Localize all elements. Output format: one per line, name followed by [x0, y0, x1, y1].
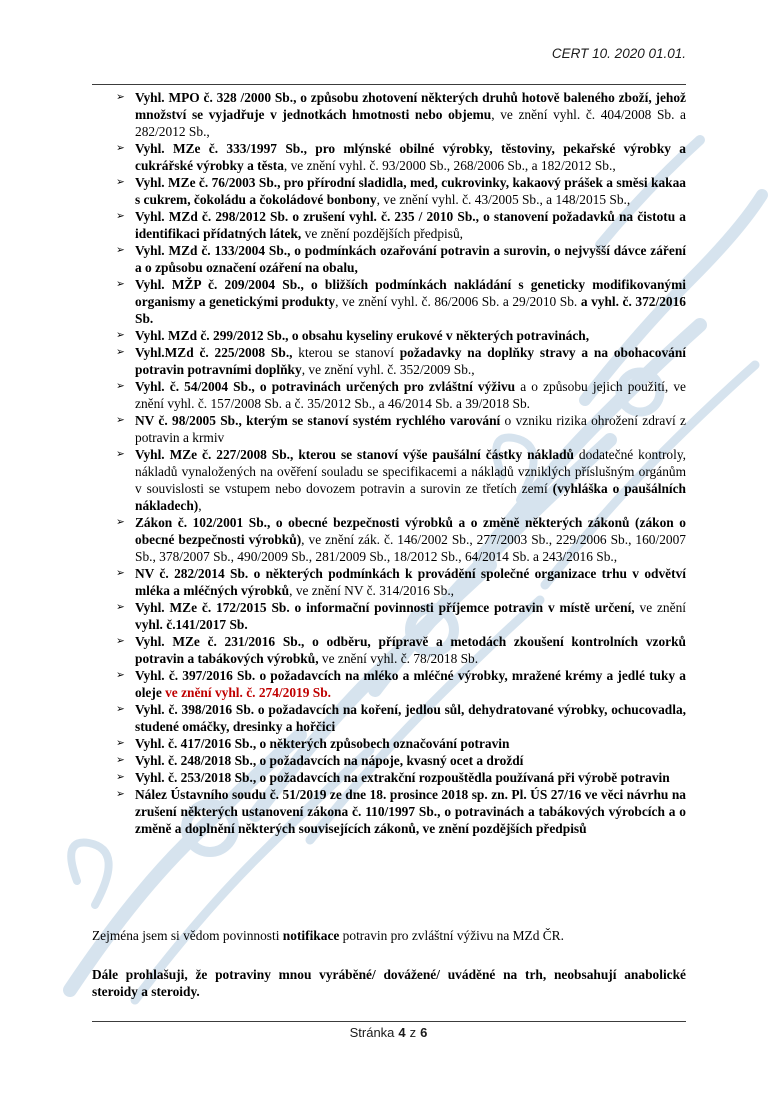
list-item-text	[135, 378, 686, 412]
footer-total-pages: 6	[420, 1025, 428, 1040]
text-segment: Vyhl. č. 253/2018 Sb., o požadavcích na extrakční rozpouštědla používaná při výrobě potravin	[135, 770, 670, 785]
footer-page-label: Stránka	[349, 1025, 395, 1040]
list-item-text	[135, 514, 686, 565]
list-item-text	[135, 599, 686, 633]
text-segment: , ve znění NV č. 314/2016 Sb.,	[289, 583, 455, 598]
text-segment: kterou se stanoví	[292, 345, 400, 360]
header-rule	[92, 84, 686, 85]
bullet-arrow-icon: ➢	[116, 737, 125, 749]
bullet-arrow-icon: ➢	[116, 414, 125, 426]
text-segment: ve znění vyhl. č. 78/2018 Sb.	[318, 651, 479, 666]
text-segment: Vyhl. č. 398/2016 Sb. o požadavcích na koření, jedlou sůl, dehydratované výrobky, ochucovadla, studené omáčky, dresinky a hořčici	[135, 702, 686, 734]
text-segment: Vyhl. č. 417/2016 Sb., o některých způsobech označování potravin	[135, 736, 510, 751]
list-item	[92, 208, 686, 242]
list-item	[92, 735, 686, 752]
list-item	[92, 140, 686, 174]
bullet-arrow-icon: ➢	[116, 380, 125, 392]
list-item-text	[135, 667, 686, 701]
text-segment: ve znění	[634, 600, 686, 615]
list-item-text	[135, 208, 686, 242]
bullet-arrow-icon: ➢	[116, 601, 125, 613]
text-segment: vyhl. č.141/2017 Sb.	[135, 617, 248, 632]
list-item-text	[135, 89, 686, 140]
list-item-text	[135, 412, 686, 446]
footer-of-word: z	[409, 1025, 417, 1040]
list-item	[92, 276, 686, 327]
text-segment: Vyhl. MPO č. 328 /2000 Sb., o způsobu zhotovení některých druhů hotově baleného zboží, jehož množství se vyjadřuje v jednotkách hmotnosti nebo objemu	[135, 90, 686, 122]
list-item	[92, 633, 686, 667]
list-item	[92, 174, 686, 208]
text-segment: ,	[198, 498, 202, 513]
list-item-text	[135, 565, 686, 599]
list-item	[92, 446, 686, 514]
text-segment: Nález Ústavního soudu č. 51/2019 ze dne 18. prosince 2018 sp. zn. Pl. ÚS 27/16 ve věci návrhu na zrušení některých ustanovení zákona č. 110/1997 Sb., o potravinách a tabákových výrobcích a o změně a doplnění některých souvisejících zákonů, ve znění pozdějších předpisů	[135, 787, 686, 836]
list-item-text	[135, 786, 686, 837]
text-segment: Zákon č. 102/2001 Sb., o obecné bezpečnosti výrobků a o změně některých zákonů (zákon o obecné bezpečnosti výrobků)	[135, 515, 686, 547]
regulation-list	[92, 89, 686, 837]
list-item	[92, 786, 686, 837]
text-segment: Vyhl. MZe č. 231/2016 Sb., o odběru, přípravě a metodách zkoušení kontrolních vzorků potravin a tabákových výrobků,	[135, 634, 686, 666]
bullet-arrow-icon: ➢	[116, 244, 125, 256]
bullet-arrow-icon: ➢	[116, 346, 125, 358]
bullet-arrow-icon: ➢	[116, 142, 125, 154]
notification-paragraph	[92, 927, 686, 944]
text-segment: a vyhl. č. 372/2016 Sb.	[135, 294, 686, 326]
text-segment: , ve znění vyhl. č. 404/2008 Sb. a 282/2012 Sb.,	[135, 107, 686, 139]
text-segment: Vyhl. MZd č. 298/2012 Sb. o zrušení vyhl. č. 235 / 2010 Sb., o stanovení požadavků na čistotu a identifikaci přídatných látek,	[135, 209, 686, 241]
bullet-arrow-icon: ➢	[116, 754, 125, 766]
list-item-text	[135, 701, 686, 735]
bullet-arrow-icon: ➢	[116, 329, 125, 341]
text-segment: Vyhl. MZd č. 299/2012 Sb., o obsahu kyseliny erukové v některých potravinách,	[135, 328, 590, 343]
text-segment: dodatečné kontroly, nákladů vynaložených na ověření souladu se specifikacemi a nákladů vzniklých příslušným orgánům v souvislosti se vstupem nebo dovozem potravin a surovin ze třetích zemí	[135, 447, 687, 496]
footer-page-number: 4	[398, 1025, 406, 1040]
bullet-arrow-icon: ➢	[116, 210, 125, 222]
list-item	[92, 752, 686, 769]
text-segment: Vyhl. č. 248/2018 Sb., o požadavcích na nápoje, kvasný ocet a droždí	[135, 753, 524, 768]
list-item-text	[135, 174, 686, 208]
list-item	[92, 667, 686, 701]
text-segment: NV č. 282/2014 Sb. o některých podmínkách k provádění společné organizace trhu v odvětví mléka a mléčných výrobků	[135, 566, 686, 598]
bullet-arrow-icon: ➢	[116, 635, 125, 647]
list-item-text	[135, 769, 686, 786]
header-doc-code: CERT 10. 2020 01.01.	[551, 46, 686, 61]
list-item-text	[135, 242, 686, 276]
list-item-text	[135, 140, 686, 174]
list-item-text	[135, 735, 686, 752]
list-item-text	[135, 276, 686, 327]
text-segment: , ve znění zák. č. 146/2002 Sb., 277/2003 Sb., 229/2006 Sb., 160/2007 Sb., 378/2007 Sb., 490/2009 Sb., 281/2009 Sb., 18/2012 Sb., 64/2014 Sb. a 243/2016 Sb.,	[135, 532, 686, 564]
list-item-text	[135, 446, 686, 514]
page-footer	[0, 1025, 777, 1040]
text-segment: Zejména jsem si vědom povinnosti	[92, 928, 283, 943]
text-segment: a o způsobu jejich použití, ve znění vyhl. č. 157/2008 Sb. a č. 35/2012 Sb., a 46/2014 Sb. a 39/2018 Sb.	[135, 379, 686, 411]
bullet-arrow-icon: ➢	[116, 516, 125, 528]
text-segment: požadavky na doplňky stravy a na obohacování potravin potravními doplňky	[135, 345, 687, 377]
list-item-text	[135, 633, 686, 667]
text-segment: o vzniku rizika ohrožení zdraví z potravin a krmiv	[135, 413, 686, 445]
text-segment: Vyhl. MZe č. 227/2008 Sb., kterou se stanoví výše paušální částky nákladů	[135, 447, 574, 462]
text-segment: (vyhláška o paušálních nákladech)	[135, 481, 686, 513]
text-segment: Vyhl. MŽP č. 209/2004 Sb., o bližších podmínkách nakládání s geneticky modifikovanými organismy a genetickými produkty	[135, 277, 686, 309]
bullet-arrow-icon: ➢	[116, 771, 125, 783]
footer-rule	[92, 1021, 686, 1022]
text-segment: , ve znění vyhl. č. 93/2000 Sb., 268/2006 Sb., a 182/2012 Sb.,	[283, 158, 616, 173]
bullet-arrow-icon: ➢	[116, 91, 125, 103]
bullet-arrow-icon: ➢	[116, 567, 125, 579]
list-item	[92, 378, 686, 412]
text-segment: , ve znění vyhl. č. 352/2009 Sb.,	[301, 362, 475, 377]
text-segment: , ve znění vyhl. č. 86/2006 Sb. a 29/2010 Sb.	[335, 294, 581, 309]
list-item	[92, 599, 686, 633]
list-item	[92, 242, 686, 276]
list-item-text	[135, 327, 686, 344]
bullet-arrow-icon: ➢	[116, 176, 125, 188]
text-segment: NV č. 98/2005 Sb., kterým se stanoví systém rychlého varování	[135, 413, 501, 428]
list-item	[92, 514, 686, 565]
text-segment: Dále prohlašuji, že potraviny mnou vyráběné/ dovážené/ uváděné na trh, neobsahují anabolické steroidy a steroidy.	[92, 967, 686, 999]
list-item-text	[135, 752, 686, 769]
list-item	[92, 89, 686, 140]
list-item	[92, 701, 686, 735]
text-segment: potravin pro zvláštní výživu na MZd ČR.	[339, 928, 564, 943]
text-segment: Vyhl. č. 54/2004 Sb., o potravinách určených pro zvláštní výživu	[135, 379, 516, 394]
list-item-text	[135, 344, 686, 378]
bullet-arrow-icon: ➢	[116, 448, 125, 460]
text-segment: Vyhl.MZd č. 225/2008 Sb.,	[135, 345, 293, 360]
list-item	[92, 565, 686, 599]
declaration-paragraph	[92, 966, 686, 1000]
text-segment: Vyhl. MZe č. 333/1997 Sb., pro mlýnské obilné výrobky, těstoviny, pekařské výrobky a cukrářské výrobky a těsta	[135, 141, 686, 173]
text-segment: ve znění vyhl. č. 274/2019 Sb.	[165, 685, 332, 700]
bullet-arrow-icon: ➢	[116, 278, 125, 290]
list-item	[92, 344, 686, 378]
list-item	[92, 327, 686, 344]
text-segment: , ve znění vyhl. č. 43/2005 Sb., a 148/2015 Sb.,	[376, 192, 631, 207]
text-segment: notifikace	[282, 928, 340, 943]
bullet-arrow-icon: ➢	[116, 669, 125, 681]
bullet-arrow-icon: ➢	[116, 788, 125, 800]
text-segment: Vyhl. č. 397/2016 Sb. o požadavcích na mléko a mléčné výrobky, mražené krémy a jedlé tuky a oleje	[135, 668, 686, 700]
text-segment: ve znění pozdějších předpisů,	[301, 226, 464, 241]
list-item	[92, 769, 686, 786]
text-segment: Vyhl. MZd č. 133/2004 Sb., o podmínkách ozařování potravin a surovin, o nejvyšší dávce záření a o způsobu označení ozáření na obalu,	[135, 243, 686, 275]
list-item	[92, 412, 686, 446]
bullet-arrow-icon: ➢	[116, 703, 125, 715]
text-segment: Vyhl. MZe č. 76/2003 Sb., pro přírodní sladidla, med, cukrovinky, kakaový prášek a směsi kakaa s cukrem, čokoládu a čokoládové bonbony	[135, 175, 686, 207]
text-segment: Vyhl. MZe č. 172/2015 Sb. o informační povinnosti příjemce potravin v místě určení,	[135, 600, 635, 615]
